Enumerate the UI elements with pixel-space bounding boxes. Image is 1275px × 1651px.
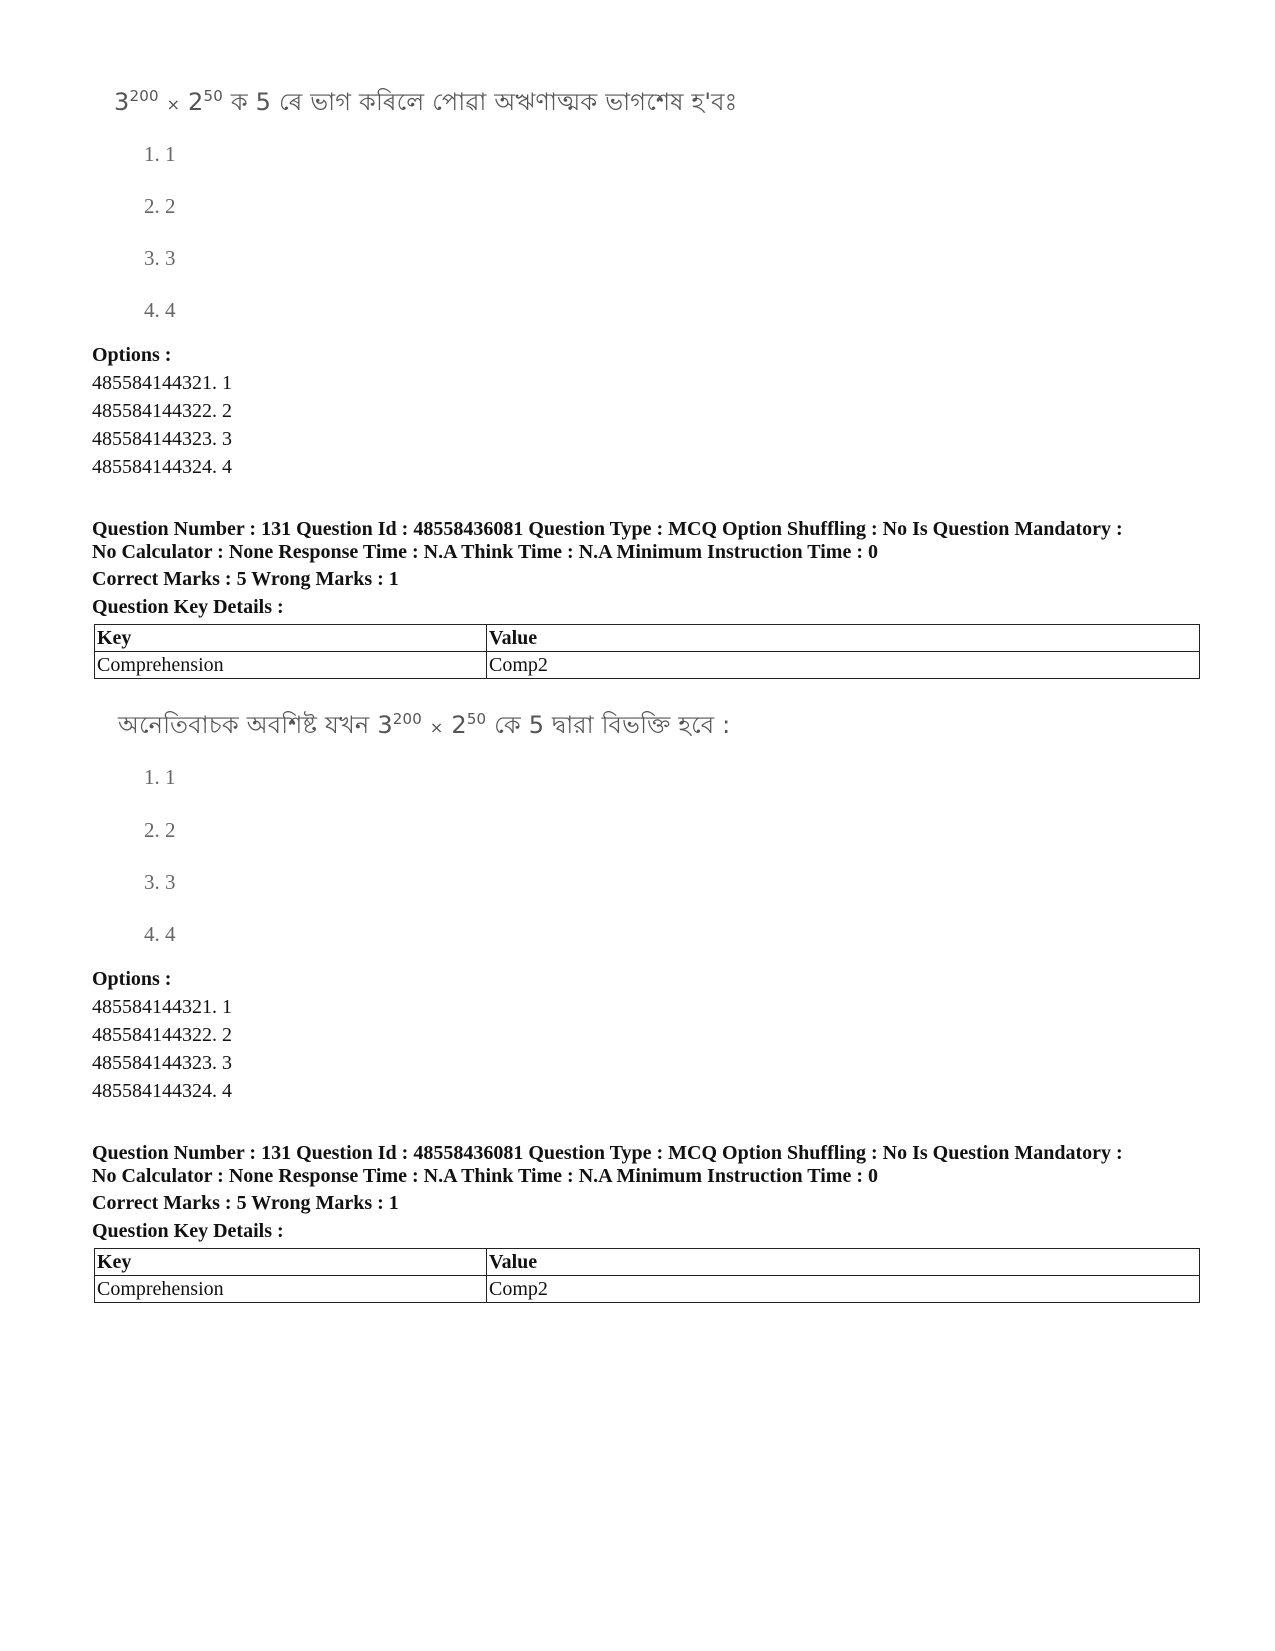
math-exponent-200: 200 (392, 710, 423, 728)
table-row (95, 1276, 1200, 1303)
table-header-row (95, 1249, 1200, 1276)
option-item: 485584144321. 1 (92, 372, 232, 394)
image-option: 2. 2 (144, 818, 176, 842)
math-exponent-50: 50 (203, 87, 223, 105)
options-heading: Options : (92, 968, 172, 990)
table-header-value: Value (487, 1249, 1200, 1276)
image-option: 4. 4 (144, 298, 176, 322)
image-option: 1. 1 (144, 765, 176, 789)
option-item: 485584144324. 4 (92, 1080, 232, 1102)
question-meta-line: No Calculator : None Response Time : N.A Think Time : N.A Minimum Instruction Time : 0 (92, 1165, 878, 1187)
table-header-row (95, 625, 1200, 652)
image-option: 3. 3 (144, 870, 176, 894)
question-image-assamese (114, 84, 737, 124)
image-option: 2. 2 (144, 194, 176, 218)
math-exponent-200: 200 (129, 87, 159, 105)
question-meta-line: No Calculator : None Response Time : N.A Think Time : N.A Minimum Instruction Time : 0 (92, 541, 878, 563)
math-base-2: 2 (451, 711, 467, 739)
image-option: 1. 1 (144, 142, 176, 166)
math-exponent-50: 50 (466, 710, 487, 728)
question-image-bengali (118, 707, 730, 747)
math-base-2: 2 (188, 88, 204, 116)
table-header-value: Value (487, 625, 1200, 652)
option-item: 485584144323. 3 (92, 1052, 232, 1074)
question-meta-line: Question Number : 131 Question Id : 48558436081 Question Type : MCQ Option Shuffling : No Is Question Mandatory : (92, 518, 1123, 540)
key-details-table (94, 1248, 1200, 1303)
table-cell-value: Comp2 (487, 1276, 1200, 1303)
table-row (95, 652, 1200, 679)
key-details-heading: Question Key Details : (92, 1220, 284, 1242)
marks-line: Correct Marks : 5 Wrong Marks : 1 (92, 568, 399, 590)
option-item: 485584144321. 1 (92, 996, 232, 1018)
question-text-before: অনেতিবাচক অবশিষ্ট যখন (118, 711, 370, 739)
key-details-heading: Question Key Details : (92, 596, 284, 618)
option-item: 485584144322. 2 (92, 1024, 232, 1046)
options-heading: Options : (92, 344, 172, 366)
question-text-after: কে 5 দ্বারা বিভক্তি হবে : (494, 711, 731, 739)
marks-line: Correct Marks : 5 Wrong Marks : 1 (92, 1192, 399, 1214)
option-item: 485584144323. 3 (92, 428, 232, 450)
table-cell-key: Comprehension (95, 652, 487, 679)
table-header-key: Key (95, 1249, 487, 1276)
table-cell-value: Comp2 (487, 652, 1200, 679)
option-item: 485584144324. 4 (92, 456, 232, 478)
question-text: ক 5 ৰে ভাগ কৰিলে পোৱা অঋণাত্মক ভাগশেষ হ'বঃ (230, 88, 738, 116)
image-option: 3. 3 (144, 246, 176, 270)
option-item: 485584144322. 2 (92, 400, 232, 422)
key-details-table (94, 624, 1200, 679)
math-base-3: 3 (377, 711, 393, 739)
math-times: × (429, 718, 444, 737)
math-times: × (166, 95, 181, 114)
math-base-3: 3 (114, 88, 130, 116)
image-option: 4. 4 (144, 922, 176, 946)
table-cell-key: Comprehension (95, 1276, 487, 1303)
table-header-key: Key (95, 625, 487, 652)
question-meta-line: Question Number : 131 Question Id : 48558436081 Question Type : MCQ Option Shuffling : No Is Question Mandatory : (92, 1142, 1123, 1164)
